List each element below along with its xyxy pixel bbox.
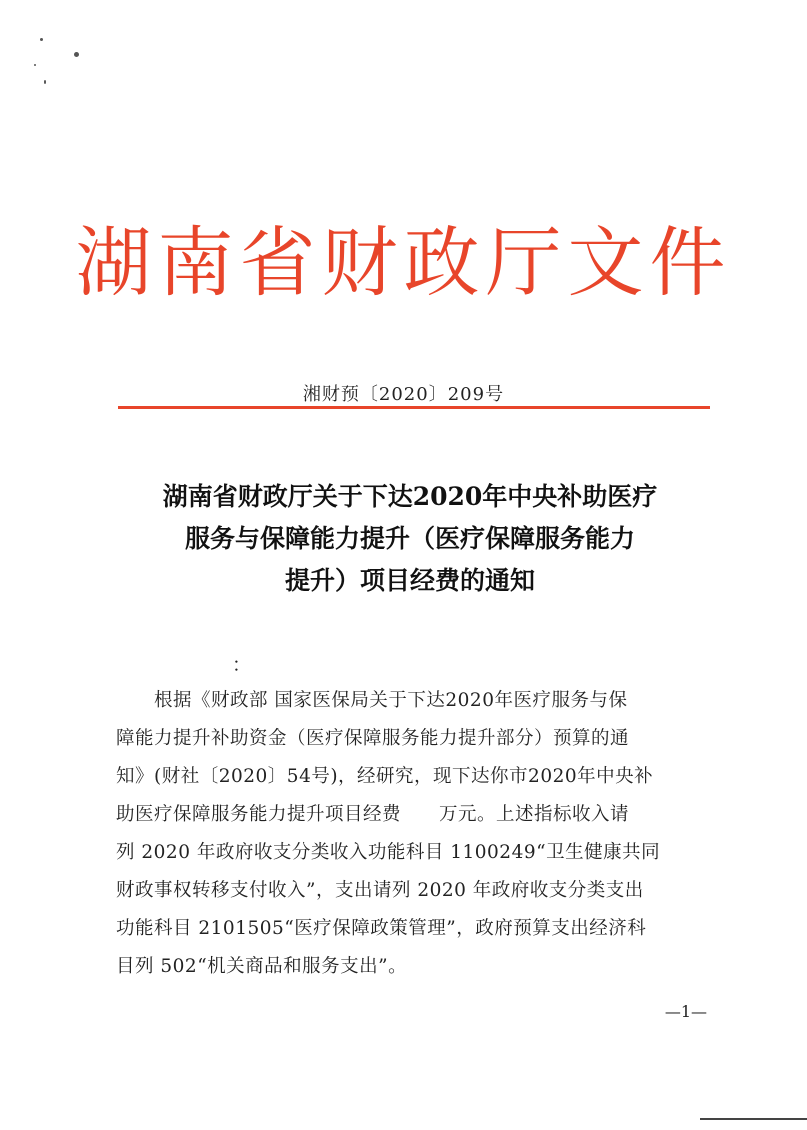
- scan-speck: [44, 80, 46, 84]
- notice-title-line: 提升）项目经费的通知: [284, 566, 535, 595]
- body-line: 根据《财政部 国家医保局关于下达2020年医疗服务与保: [116, 690, 628, 711]
- notice-title-line: 湖南省财政厅关于下达2020年中央补助医疗: [162, 482, 658, 511]
- body-line: 目列 502“机关商品和服务支出”。: [116, 956, 408, 977]
- addressee: ：: [232, 654, 252, 676]
- scan-speck: [74, 52, 79, 57]
- body-line: 功能科目 2101505“医疗保障政策管理”，政府预算支出经济科: [116, 918, 647, 939]
- body-line: 列 2020 年政府收支分类收入功能科目 1100249“卫生健康共同: [116, 842, 661, 863]
- notice-title: [100, 476, 720, 602]
- document-header-title: 湖南省财政厅文件: [75, 218, 732, 307]
- scan-edge-line: [700, 1118, 807, 1120]
- body-line: 知》(财社〔2020〕54号)，经研究，现下达你市2020年中央补: [116, 766, 654, 787]
- body-line: 障能力提升补助资金（医疗保障服务能力提升部分）预算的通: [116, 728, 630, 749]
- document-number: 湘财预〔2020〕209号: [302, 384, 505, 405]
- scan-speck: [34, 64, 36, 66]
- notice-title-line: 服务与保障能力提升（医疗保障服务能力: [184, 524, 635, 553]
- body-line: 财政事权转移支付收入”，支出请列 2020 年政府收支分类支出: [116, 880, 644, 901]
- body-line: 助医疗保障服务能力提升项目经费 万元。上述指标收入请: [116, 804, 630, 825]
- red-divider-line: [118, 406, 710, 409]
- notice-body: [116, 682, 716, 986]
- page-number: —1—: [664, 1002, 707, 1021]
- scan-speck: [40, 38, 43, 41]
